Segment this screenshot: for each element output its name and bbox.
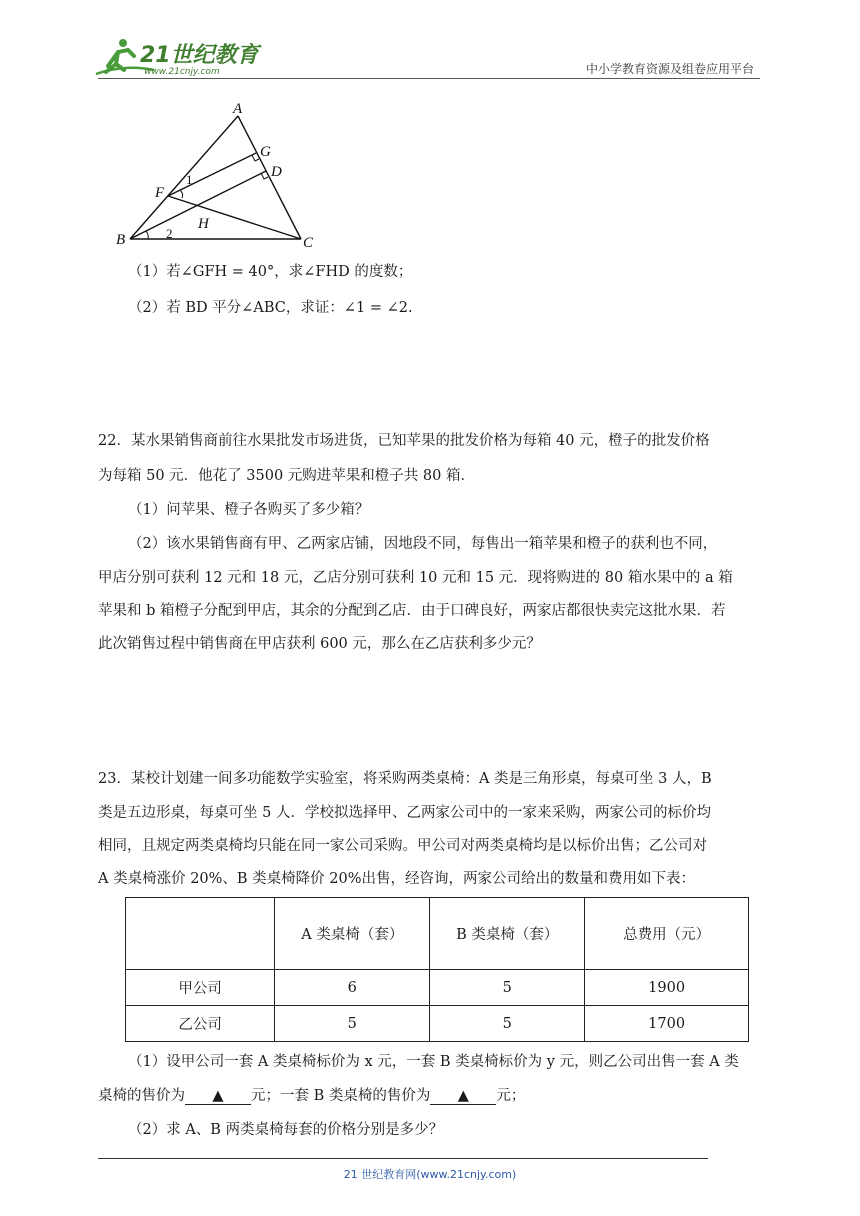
q22-line7: 此次销售过程中销售商在甲店获利 600 元，那么在乙店获利多少元？ (98, 636, 541, 652)
header-divider (98, 78, 760, 79)
label-F: F (155, 185, 165, 201)
table-cell: 1900 (585, 970, 749, 1006)
q23-part1-text-b: 元；一套 B 类桌椅的售价为 (251, 1088, 431, 1104)
table-header-cell: 总费用（元） (585, 898, 749, 970)
answer-blank-2[interactable]: ▲ (430, 1088, 496, 1105)
q22-line4: （2）该水果销售商有甲、乙两家店铺，因地段不同，每售出一箱苹果和橙子的获利也不同， (128, 536, 718, 552)
q23-part1-text-c: 元； (496, 1088, 526, 1104)
table-cell: 乙公司 (126, 1006, 275, 1042)
q23-part2: （2）求 A、B 两类桌椅每套的价格分别是多少？ (128, 1122, 444, 1138)
label-A: A (233, 101, 243, 117)
table-cell: 5 (430, 1006, 585, 1042)
q23-part1-text-a: 桌椅的售价为 (98, 1088, 185, 1104)
table-cell: 1700 (585, 1006, 749, 1042)
q22-line5: 甲店分别可获利 12 元和 18 元，乙店分别可获利 10 元和 15 元．现将购进的 80 箱水果中的 a 箱 (98, 570, 733, 586)
q21-part2: （2）若 BD 平分∠ABC，求证：∠1 = ∠2. (128, 300, 413, 316)
angle-1-label: 1 (186, 172, 193, 187)
triangle-figure (112, 98, 324, 250)
logo-text: 21世纪教育 (140, 43, 259, 68)
table-row (126, 970, 749, 1006)
header-right-text: 中小学教育资源及组卷应用平台 (585, 62, 754, 76)
q22-line2: 为每箱 50 元．他花了 3500 元购进苹果和橙子共 80 箱． (98, 468, 475, 484)
table-header-cell: B 类桌椅（套） (430, 898, 585, 970)
table-header-row (126, 898, 749, 970)
label-H: H (198, 216, 209, 232)
q21-part1: （1）若∠GFH = 40°，求∠FHD 的度数； (128, 264, 413, 280)
q22-line6: 苹果和 b 箱橙子分配到甲店，其余的分配到乙店．由于口碑良好，两家店都很快卖完这批水果．若 (98, 603, 726, 619)
q22-line3: （1）问苹果、橙子各购买了多少箱？ (128, 502, 370, 518)
table-cell: 5 (275, 1006, 430, 1042)
q23-line2: 类是五边形桌，每桌可坐 5 人．学校拟选择甲、乙两家公司中的一家来采购，两家公司的标价均 (98, 805, 711, 821)
q23-part1-line1: （1）设甲公司一套 A 类桌椅标价为 x 元，一套 B 类桌椅标价为 y 元，则乙公司出售一套 A 类 (128, 1054, 739, 1070)
q23-part1-line2 (98, 1086, 760, 1106)
angle-2-label: 2 (166, 226, 173, 241)
label-G: G (260, 144, 271, 160)
label-C: C (303, 235, 314, 250)
q23-line4: A 类桌椅涨价 20%、B 类桌椅降价 20%出售，经咨询，两家公司给出的数量和费用如下表： (98, 871, 696, 887)
footer-divider (98, 1158, 708, 1159)
answer-blank-1[interactable]: ▲ (185, 1088, 251, 1105)
label-D: D (271, 164, 282, 180)
table-row (126, 1006, 749, 1042)
label-B: B (116, 232, 126, 248)
site-logo (94, 34, 264, 78)
q22-line1: 22．某水果销售商前往水果批发市场进货，已知苹果的批发价格为每箱 40 元，橙子的批发价格 (98, 433, 710, 449)
table-cell: 甲公司 (126, 970, 275, 1006)
table-cell: 5 (430, 970, 585, 1006)
q23-line3: 相同，且规定两类桌椅均只能在同一家公司采购。甲公司对两类桌椅均是以标价出售；乙公司对 (98, 838, 707, 854)
logo-url-text: www.21cnjy.com (144, 67, 220, 77)
table-header-cell (126, 898, 275, 970)
q23-line1: 23．某校计划建一间多功能数学实验室，将采购两类桌椅：A 类是三角形桌，每桌可坐 3 人，B (98, 771, 712, 787)
footer-text: 21 世纪教育网(www.21cnjy.com) (343, 1168, 517, 1181)
table-cell: 6 (275, 970, 430, 1006)
table-header-cell: A 类桌椅（套） (275, 898, 430, 970)
pricing-table (125, 897, 749, 1042)
